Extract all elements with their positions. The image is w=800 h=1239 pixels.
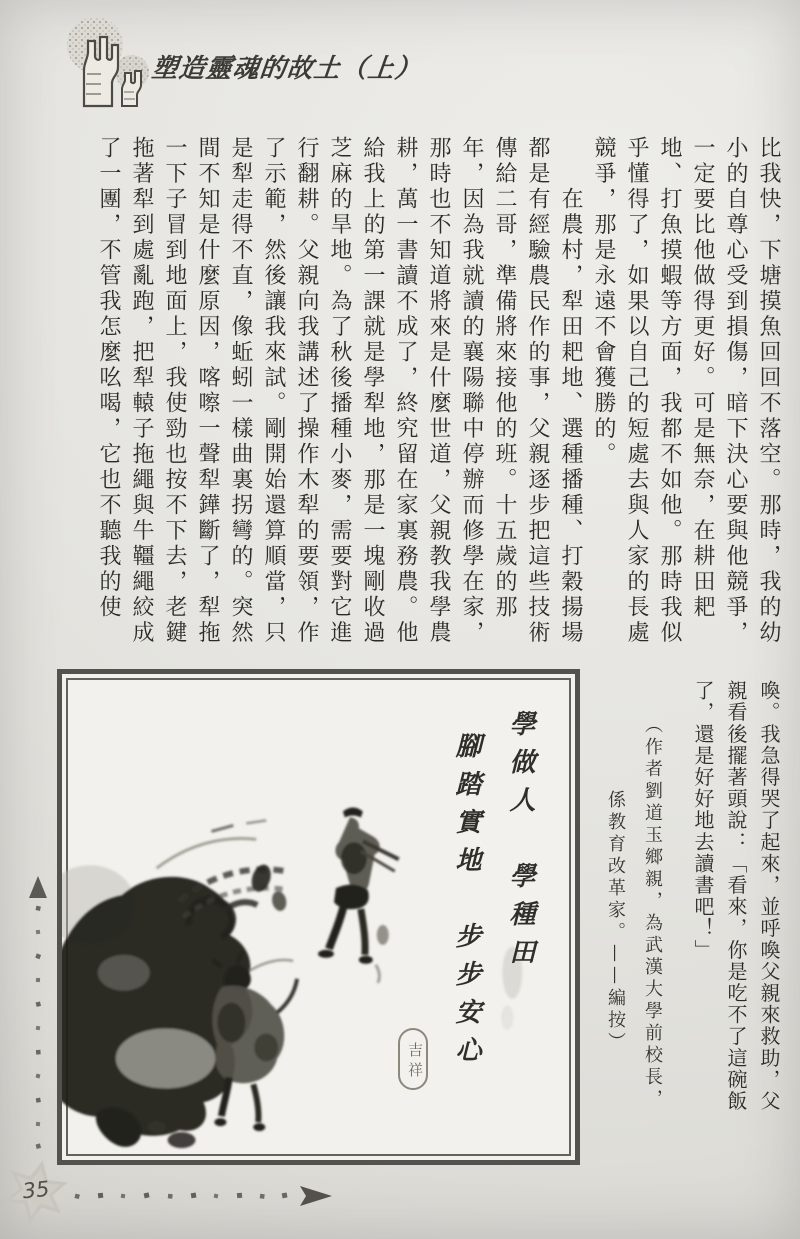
text-column: 了一團，不管我怎麼吆喝，它也不聽我的使 [96,136,121,621]
text-column: 一下子冒到地面上，我使勁也按不下去，老鍵 [162,136,187,646]
main-text-block [92,136,785,666]
page-number-badge [4,1162,68,1218]
buffalo-plowing-painting [62,674,575,1160]
text-column: 行翻耕。父親向我講述了操作木犁的要領，作 [294,136,319,646]
vertical-dotted-arrow-icon [24,872,54,1164]
closing-text-block [686,680,785,1130]
text-column: 競爭，那是永遠不會獲勝的。 [591,136,616,468]
text-column: 了示範，然後讓我來試。剛開始還算順當，只 [261,136,286,646]
text-column: 年，因為我就讀的襄陽聯中停辦而修學在家， [459,136,484,646]
text-column: 那時也不知道將來是什麼世道，父親教我學農 [426,136,451,646]
ink-painting-frame [57,669,580,1165]
page-title: 塑造靈魂的故土（上） [150,54,424,84]
text-column: 了，還是好好地去讀書吧！」 [691,680,715,961]
text-column: 係教育改革家。——編按） [605,680,626,1054]
text-column: （作者劉道玉鄉親，為武漢大學前校長， [642,680,663,1111]
page-number: 35 [21,1176,51,1204]
text-column: 喚。我急得哭了起來，並呼喚父親來救助，父 [757,680,781,1112]
calligraphy-left-column: 腳踏實地 步步安心 [451,732,481,1074]
editor-note [597,680,671,1150]
text-column: 一定要比他做得更好。可是無奈，在耕田耙 [690,136,715,621]
text-column: 芝麻的旱地。為了秋後播種小麥，需要對它進 [327,136,352,646]
text-column: 耕，萬一書讀不成了，終究留在家裏務農。他 [393,136,418,646]
text-column: 拖著犁到處亂跑，把犁轅子拖繩與牛韁繩絞成 [129,136,154,646]
text-column: 乎懂得了，如果以自己的短處去與人家的長處 [624,136,649,646]
text-column: 是犁走得不直，像蚯蚓一樣曲裏拐彎的。突然 [228,136,253,646]
calligraphy-right-column: 學做人 學種田 [505,710,535,976]
text-column: 在農村，犁田耙地、選種播種、打穀揚場 [558,136,583,646]
text-column: 都是有經驗農民作的事，父親逐步把這些技術 [525,136,550,646]
text-column: 親看後擺著頭說：「看來，你是吃不了這碗飯 [724,680,748,1112]
artist-seal: 吉祥 [398,1028,428,1090]
text-column: 給我上的第一課就是學犁地，那是一塊剛收過 [360,136,385,646]
text-column: 間不知是什麼原因，喀嚓一聲犁鏵斷了，犁拖 [195,136,220,646]
trees-logo-icon [62,14,154,110]
text-column: 比我快，下塘摸魚回回不落空。那時，我的幼 [756,136,781,646]
text-column: 小的自尊心受到損傷，暗下決心要與他競爭， [723,136,748,646]
text-column: 地、打魚摸蝦等方面，我都不如他。那時我似 [657,136,682,646]
text-column: 傳給二哥，準備將來接他的班。十五歲的那 [492,136,517,621]
